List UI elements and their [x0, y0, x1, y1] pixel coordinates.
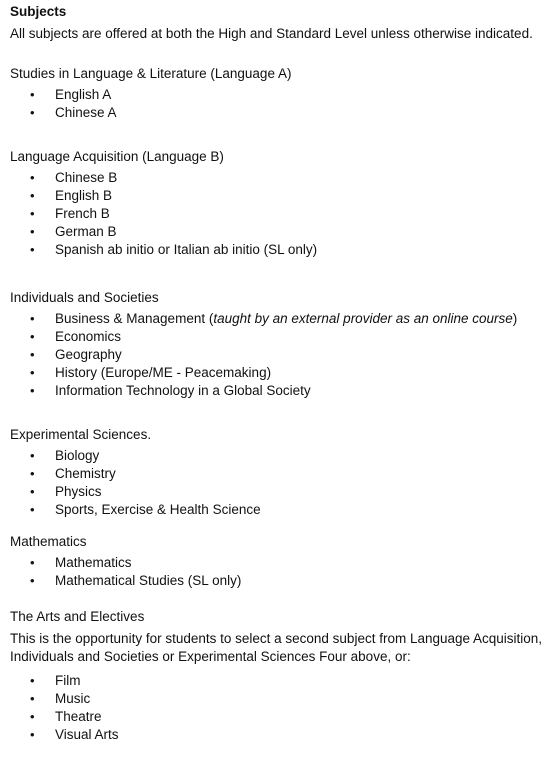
list-item: • Biology — [30, 448, 100, 463]
section-heading-individuals-societies: Individuals and Societies — [10, 290, 159, 305]
list-item: • Mathematical Studies (SL only) — [30, 573, 242, 588]
business-note: taught by an external provider as an online course — [213, 311, 513, 326]
list-item: • Chinese B — [30, 170, 118, 185]
page-title: Subjects — [10, 4, 67, 19]
bullet-icon: • — [30, 555, 35, 570]
section-heading-arts-electives: The Arts and Electives — [10, 609, 145, 624]
list-language-literature — [10, 86, 556, 122]
arts-description-line-1: This is the opportunity for students to select a second subject from Language Acquisition, — [10, 631, 543, 646]
list-individuals-societies — [10, 310, 556, 400]
section-heading-language-literature: Studies in Language & Literature (Language A) — [10, 66, 292, 81]
list-item: • Economics — [30, 329, 122, 344]
bullet-icon: • — [30, 242, 35, 257]
list-language-acquisition — [10, 169, 556, 259]
bullet-icon: • — [30, 105, 35, 120]
list-item: • Physics — [30, 484, 102, 499]
bullet-icon: • — [30, 170, 35, 185]
list-item: • Chinese A — [30, 105, 117, 120]
bullet-icon: • — [30, 709, 35, 724]
bullet-icon: • — [30, 206, 35, 221]
intro-text: All subjects are offered at both the High and Standard Level unless otherwise indicated. — [10, 26, 533, 41]
list-item: • Theatre — [30, 709, 102, 724]
list-item: • English B — [30, 188, 113, 203]
bullet-icon: • — [30, 466, 35, 481]
list-item: • Spanish ab initio or Italian ab initio (SL only) — [30, 242, 318, 257]
list-item: • Film — [30, 673, 81, 688]
bullet-icon: • — [30, 87, 35, 102]
bullet-icon: • — [30, 383, 35, 398]
bullet-icon: • — [30, 691, 35, 706]
bullet-icon: • — [30, 224, 35, 239]
list-item: • Sports, Exercise & Health Science — [30, 502, 261, 517]
list-arts-electives — [10, 672, 556, 744]
bullet-icon: • — [30, 448, 35, 463]
arts-description-line-2: Individuals and Societies or Experimental Sciences Four above, or: — [10, 649, 411, 664]
list-item: • Mathematics — [30, 555, 132, 570]
bullet-icon: • — [30, 502, 35, 517]
section-heading-mathematics: Mathematics — [10, 534, 87, 549]
list-item: • Chemistry — [30, 466, 116, 481]
list-experimental-sciences — [10, 447, 556, 519]
list-item: • Business & Management (taught by an external provider as an online course) — [30, 311, 518, 326]
list-item: • German B — [30, 224, 117, 239]
list-item: • Information Technology in a Global Society — [30, 383, 311, 398]
list-item: • French B — [30, 206, 110, 221]
bullet-icon: • — [30, 484, 35, 499]
bullet-icon: • — [30, 365, 35, 380]
bullet-icon: • — [30, 727, 35, 742]
list-item: • History (Europe/ME - Peacemaking) — [30, 365, 272, 380]
bullet-icon: • — [30, 311, 35, 326]
list-mathematics — [10, 554, 556, 590]
list-item: • Music — [30, 691, 91, 706]
bullet-icon: • — [30, 188, 35, 203]
bullet-icon: • — [30, 329, 35, 344]
bullet-icon: • — [30, 347, 35, 362]
list-item: • Visual Arts — [30, 727, 119, 742]
section-heading-experimental-sciences: Experimental Sciences. — [10, 427, 152, 442]
list-item: • Geography — [30, 347, 122, 362]
bullet-icon: • — [30, 573, 35, 588]
section-heading-language-acquisition: Language Acquisition (Language B) — [10, 149, 224, 164]
list-item: • English A — [30, 87, 112, 102]
bullet-icon: • — [30, 673, 35, 688]
